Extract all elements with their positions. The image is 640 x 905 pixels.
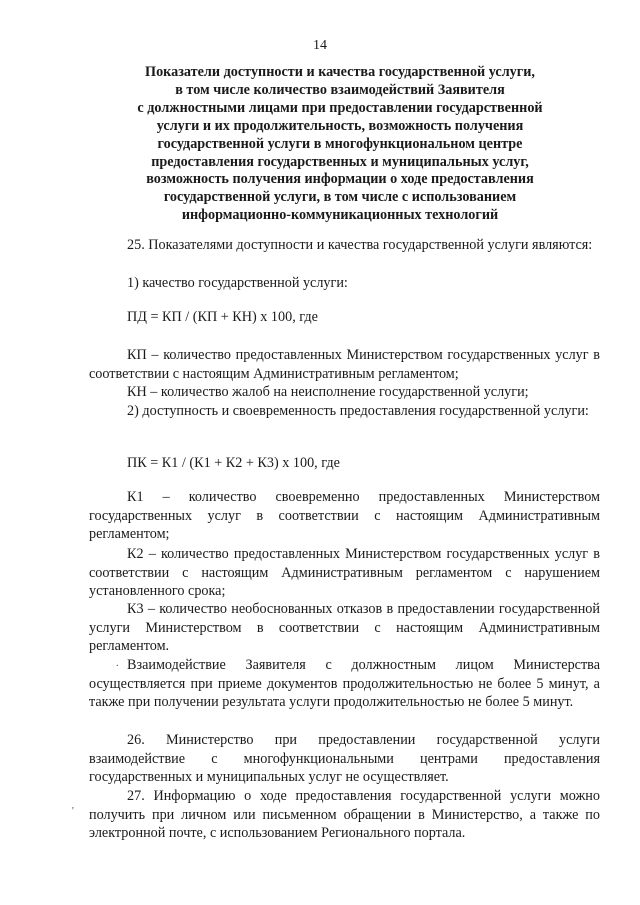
scan-speck: ' (72, 806, 74, 817)
paragraph-26: 26. Министерство при предоставлении государственной услуги взаимодействие с многофункциональными центрами предоставления государственных и муниципальных услуг не осуществляет. (89, 732, 600, 786)
list-item-quality: 1) качество государственной услуги: (127, 275, 348, 291)
heading-line: в том числе количество взаимодействий Заявителя (175, 81, 505, 98)
list-item-accessibility: 2) доступность и своевременность предоставления государственной услуги: (127, 403, 589, 419)
heading-line: услуги и их продолжительность, возможность получения (156, 117, 524, 134)
formula-pk: ПК = К1 / (К1 + К2 + К3) х 100, где (127, 455, 340, 471)
heading-line: с должностными лицами при предоставлении государственной (137, 99, 543, 116)
paragraph-interaction: Взаимодействие Заявителя с должностным лицом Министерства осуществляется при приеме документов продолжительностью не более 5 минут, а также при получении результата услуги продолжительностью не более 5 минут. (89, 657, 600, 711)
heading-line: Показатели доступности и качества государственной услуги, (145, 64, 535, 80)
paragraph-27: 27. Информацию о ходе предоставления государственной услуги можно получить при личном или письменном обращении в Министерство, а также по электронной почте, с использованием Регионального портала. (89, 788, 600, 842)
heading-line: государственной услуги в многофункциональном центре (157, 135, 523, 152)
formula-pd: ПД = КП / (КП + КН) х 100, где (127, 309, 318, 325)
definition-k3: К3 – количество необоснованных отказов в предоставлении государственной услуги Министерством в соответствии с настоящим Административным регламентом. (89, 601, 600, 655)
definition-k2: К2 – количество предоставленных Министерством государственных услуг в соответствии с настоящим Административным регламентом с нарушением установленного срока; (89, 546, 600, 600)
scan-speck: . (116, 658, 119, 669)
heading-line: возможность получения информации о ходе предоставления (146, 171, 534, 188)
paragraph-25: 25. Показателями доступности и качества государственной услуги являются: (127, 237, 593, 253)
heading-line: информационно-коммуникационных технологий (181, 207, 499, 224)
heading-line: государственной услуги, в том числе с использованием (163, 189, 517, 206)
definition-kp: КП – количество предоставленных Министерством государственных услуг в соответствии с настоящим Административным регламентом; (89, 347, 600, 382)
section-heading (70, 64, 610, 225)
definition-k1: К1 – количество своевременно предоставленных Министерством государственных услуг в соответствии с настоящим Административным регламентом; (89, 489, 600, 543)
heading-line: предоставления государственных и муниципальных услуг, (151, 153, 529, 170)
definition-kn: КН – количество жалоб на неисполнение государственной услуги; (127, 384, 529, 400)
page-number: 14 (313, 38, 327, 53)
